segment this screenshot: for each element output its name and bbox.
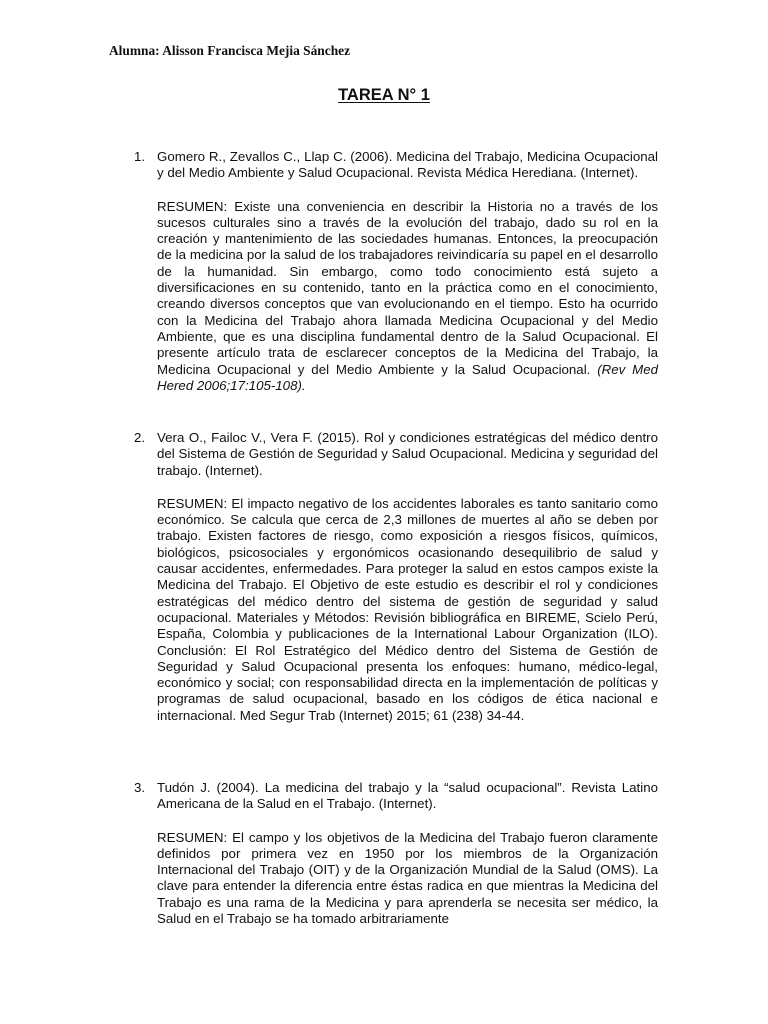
item-summary <box>157 199 658 395</box>
student-name: Alumna: Alisson Francisca Mejia Sánchez <box>109 43 351 58</box>
item-summary: RESUMEN: El impacto negativo de los accidentes laborales es tanto sanitario como económico. Se calcula que cerca de 2,3 millones de muertes al año se deben por trabajo. Existen factores de riesgo, como exposición a riesgos físicos, químicos, biológicos, psicosociales y ergonómicos ocasionando desequilibrio de salud y causar accidentes, enfermedades. Para proteger la salud en estos campos existe la Medicina del Trabajo. El Objetivo de este estudio es describir el rol y condiciones estratégicas del médico dentro del sistema de gestión de seguridad y salud ocupacional. Materiales y Métodos: Revisión bibliográfica en BIREME, Scielo Perú, España, Colombia y publicaciones de la International Labour Organization (ILO). Conclusión: El Rol Estratégico del Médico dentro del Sistema de Gestión de Seguridad y Salud Ocupacional presenta los enfoques: humano, médico-legal, económico y social; con responsabilidad directa en la implementación de políticas y programas de salud ocupacional, basado en los códigos de ética nacional e internacional. Med Segur Trab (Internet) 2015; 61 (238) 34-44. <box>157 495 658 723</box>
item-citation: Vera O., Failoc V., Vera F. (2015). Rol y condiciones estratégicas del médico dentro del Sistema de Gestión de Seguridad y Salud Ocupacional. Medicina y seguridad del trabajo. (Internet). <box>157 430 658 478</box>
item-citation: Tudón J. (2004). La medicina del trabajo y la “salud ocupacional”. Revista Latino Americana de la Salud en el Trabajo. (Internet). <box>157 780 658 812</box>
page-title: TAREA N° 1 <box>338 86 430 104</box>
item-number: 1. <box>134 149 146 164</box>
item-number: 2. <box>134 430 146 445</box>
item-number: 3. <box>134 780 146 795</box>
item-citation: Gomero R., Zevallos C., Llap C. (2006). Medicina del Trabajo, Medicina Ocupacional y del Medio Ambiente y Salud Ocupacional. Revista Médica Herediana. (Internet). <box>157 149 658 181</box>
journal-reference: (Rev Med Hered 2006;17:105-108). <box>157 361 658 393</box>
item-summary: RESUMEN: El campo y los objetivos de la Medicina del Trabajo fueron claramente definidos por primera vez en 1950 por los miembros de la Organización Internacional del Trabajo (OIT) y de la Organización Mundial de la Salud (OMS). La clave para entender la diferencia entre éstas radica en que mientras la Medicina del Trabajo es una rama de la Medicina y para aprenderla se necesita ser médico, la Salud en el Trabajo se ha tomado arbitrariamente <box>157 829 658 927</box>
summary-text: RESUMEN: Existe una conveniencia en describir la Historia no a través de los sucesos culturales sino a través de la evolución del trabajo, dado su rol en la creación y mantenimiento de las sociedades humanas. Entonces, la preocupación de la medicina por la salud de los trabajadores reivindicaría su papel en el desarrollo de la humanidad. Sin embargo, como todo conocimiento está sujeto a diversificaciones en su contenido, tanto en la práctica como en el conocimiento, creando diversos conceptos que van evolucionando en el tiempo. Esto ha ocurrido con la Medicina del Trabajo ahora llamada Medicina Ocupacional y del Medio Ambiente, que es una disciplina fundamental dentro de la Salud Ocupacional. El presente artículo trata de esclarecer conceptos de la Medicina del Trabajo, la Medicina Ocupacional y del Medio Ambiente y la Salud Ocupacional. <box>157 198 658 377</box>
